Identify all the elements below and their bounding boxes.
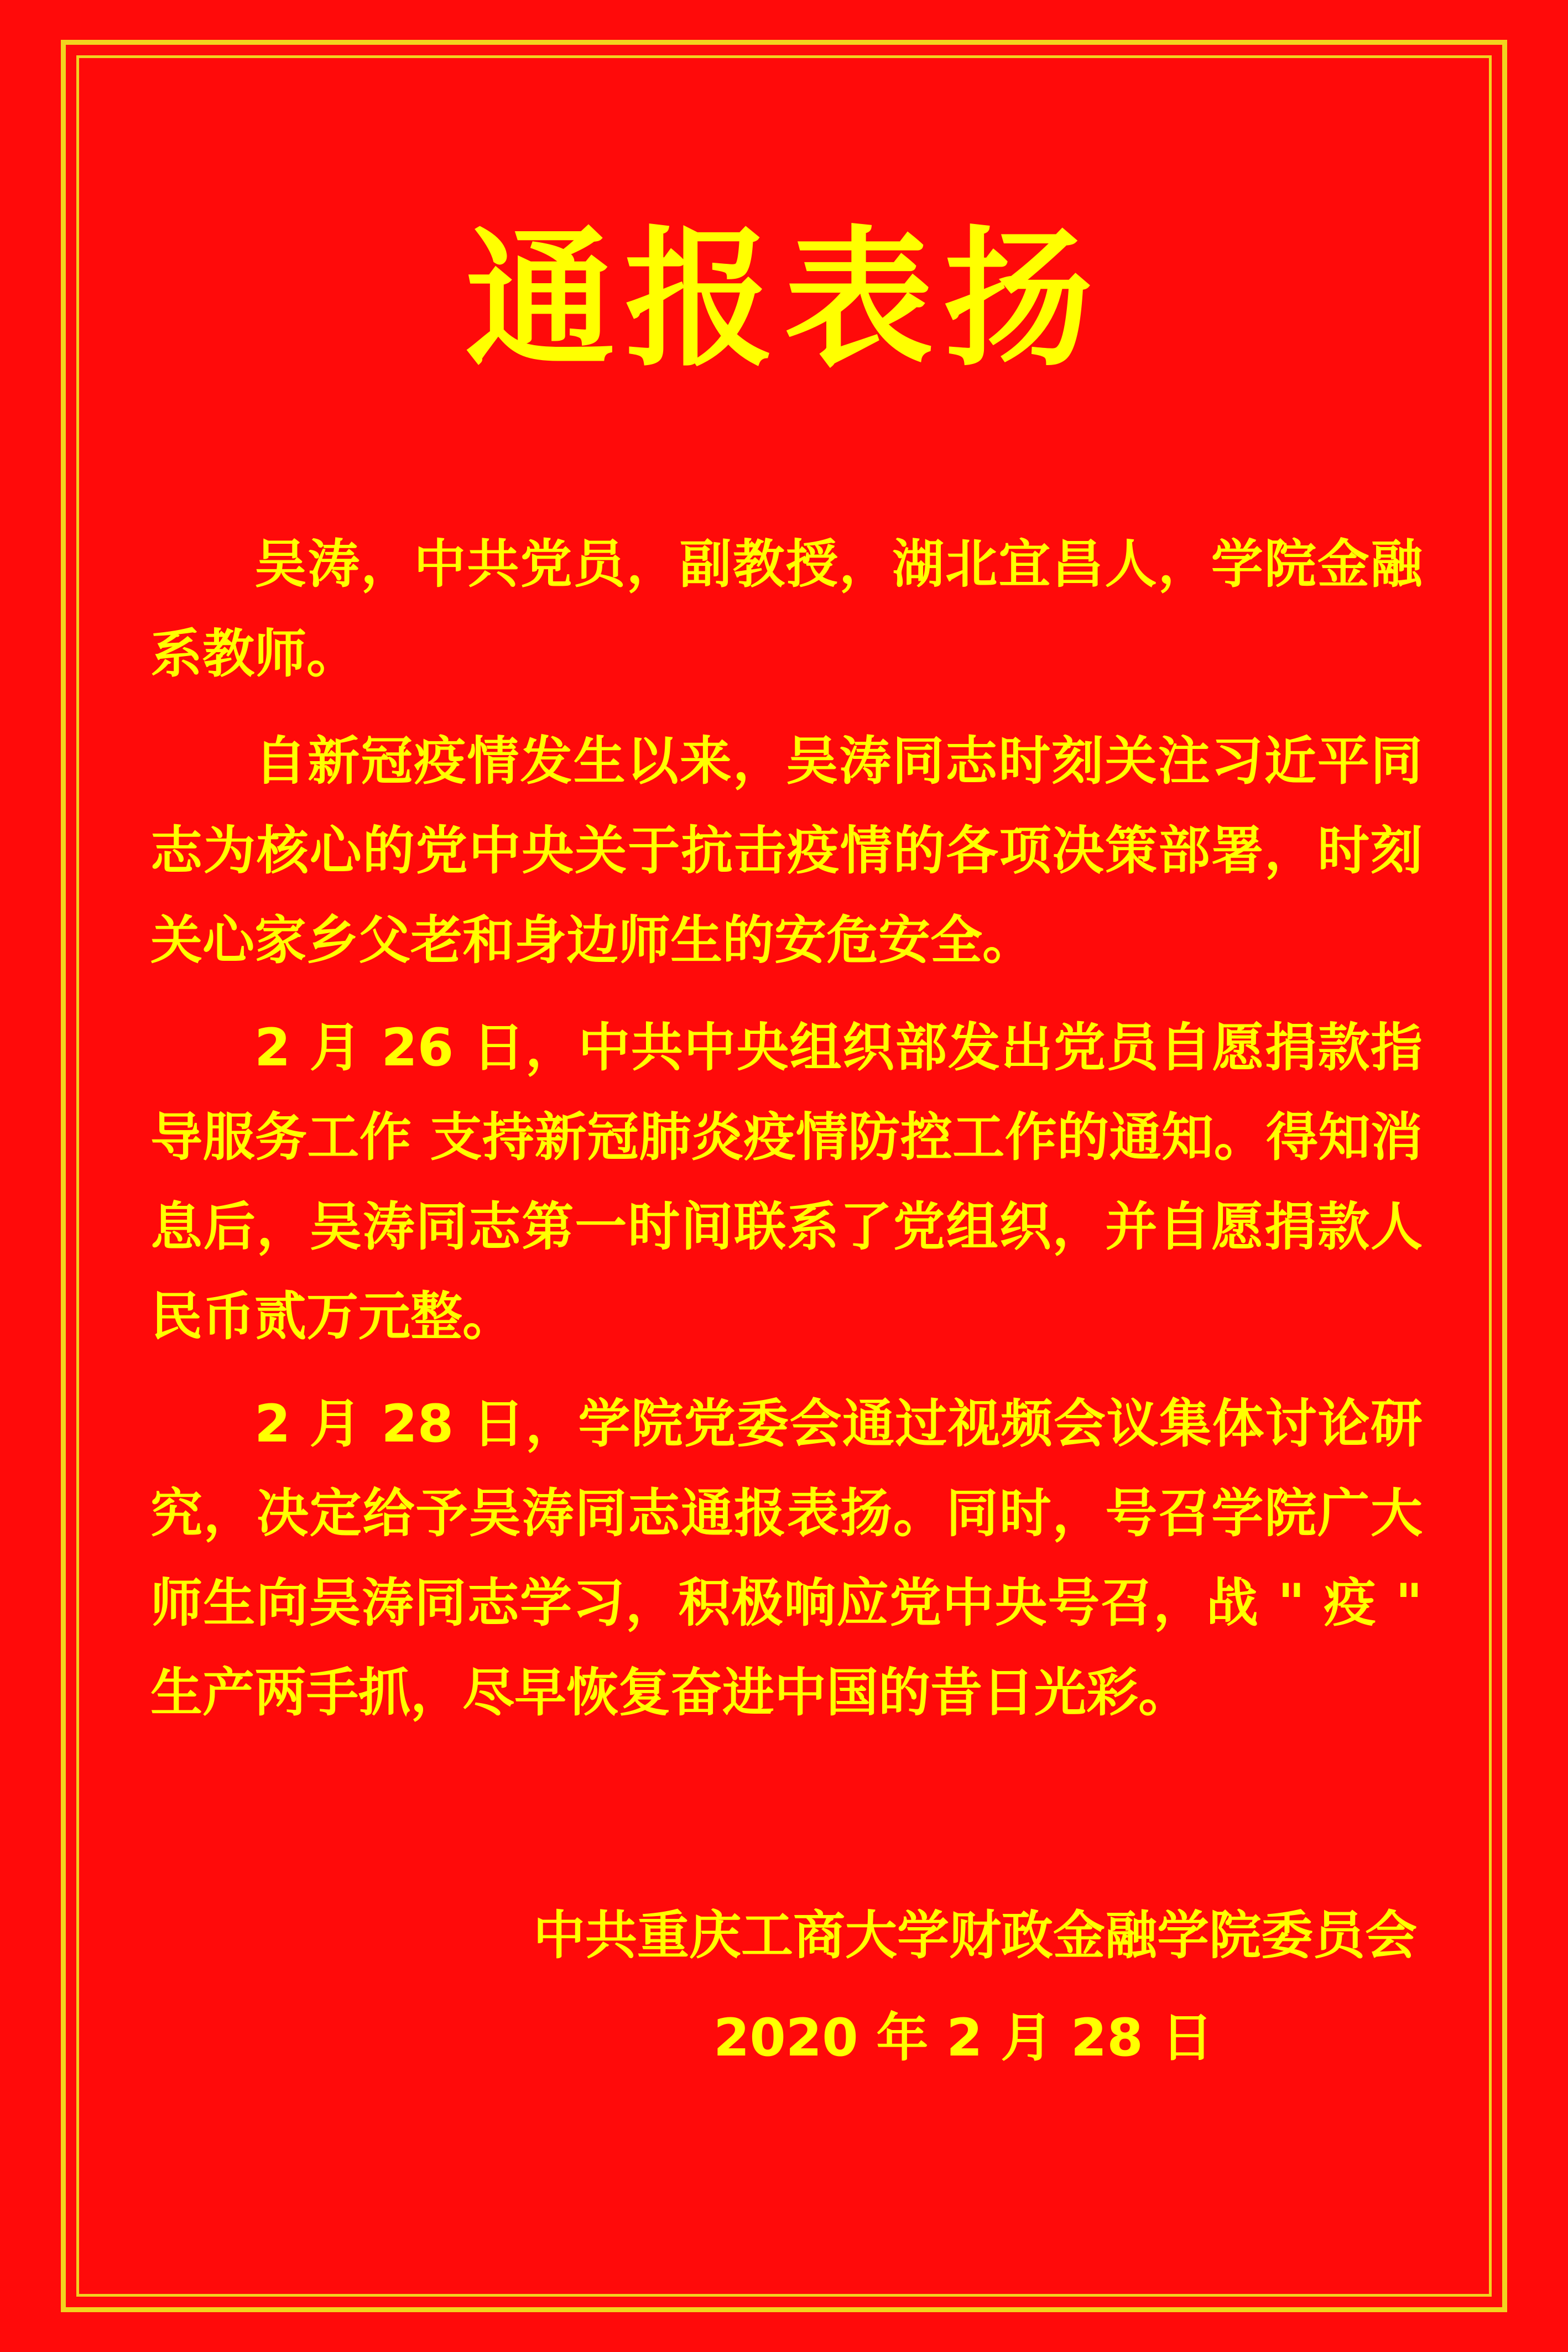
paragraph-commendation: 2 月 28 日，学院党委会通过视频会议集体讨论研究，决定给予吴涛同志通报表扬。同时，号召学院广大师生向吴涛同志学习，积极响应党中央号召，战 " 疫 " 生产两手抓，尽早恢复奋进中国的昔日光彩。 (150, 1394, 1423, 1723)
notice-body (150, 520, 1423, 1756)
notice-title: 通报表扬 (465, 211, 1103, 387)
paragraph-background: 自新冠疫情发生以来，吴涛同志时刻关注习近平同志为核心的党中央关于抗击疫情的各项决策部署，时刻关心家乡父老和身边师生的安危安全。 (150, 731, 1423, 971)
issuer-signature: 中共重庆工商大学财政金融学院委员会 (533, 1906, 1417, 1966)
paragraph-donation: 2 月 26 日，中共中央组织部发出党员自愿捐款指导服务工作 支持新冠肺炎疫情防控工作的通知。得知消息后，吴涛同志第一时间联系了党组织，并自愿捐款人民币贰万元整。 (150, 1018, 1423, 1347)
paragraph-intro: 吴涛，中共党员，副教授，湖北宜昌人，学院金融系教师。 (150, 534, 1423, 684)
issue-date: 2020 年 2 月 28 日 (713, 2008, 1213, 2068)
